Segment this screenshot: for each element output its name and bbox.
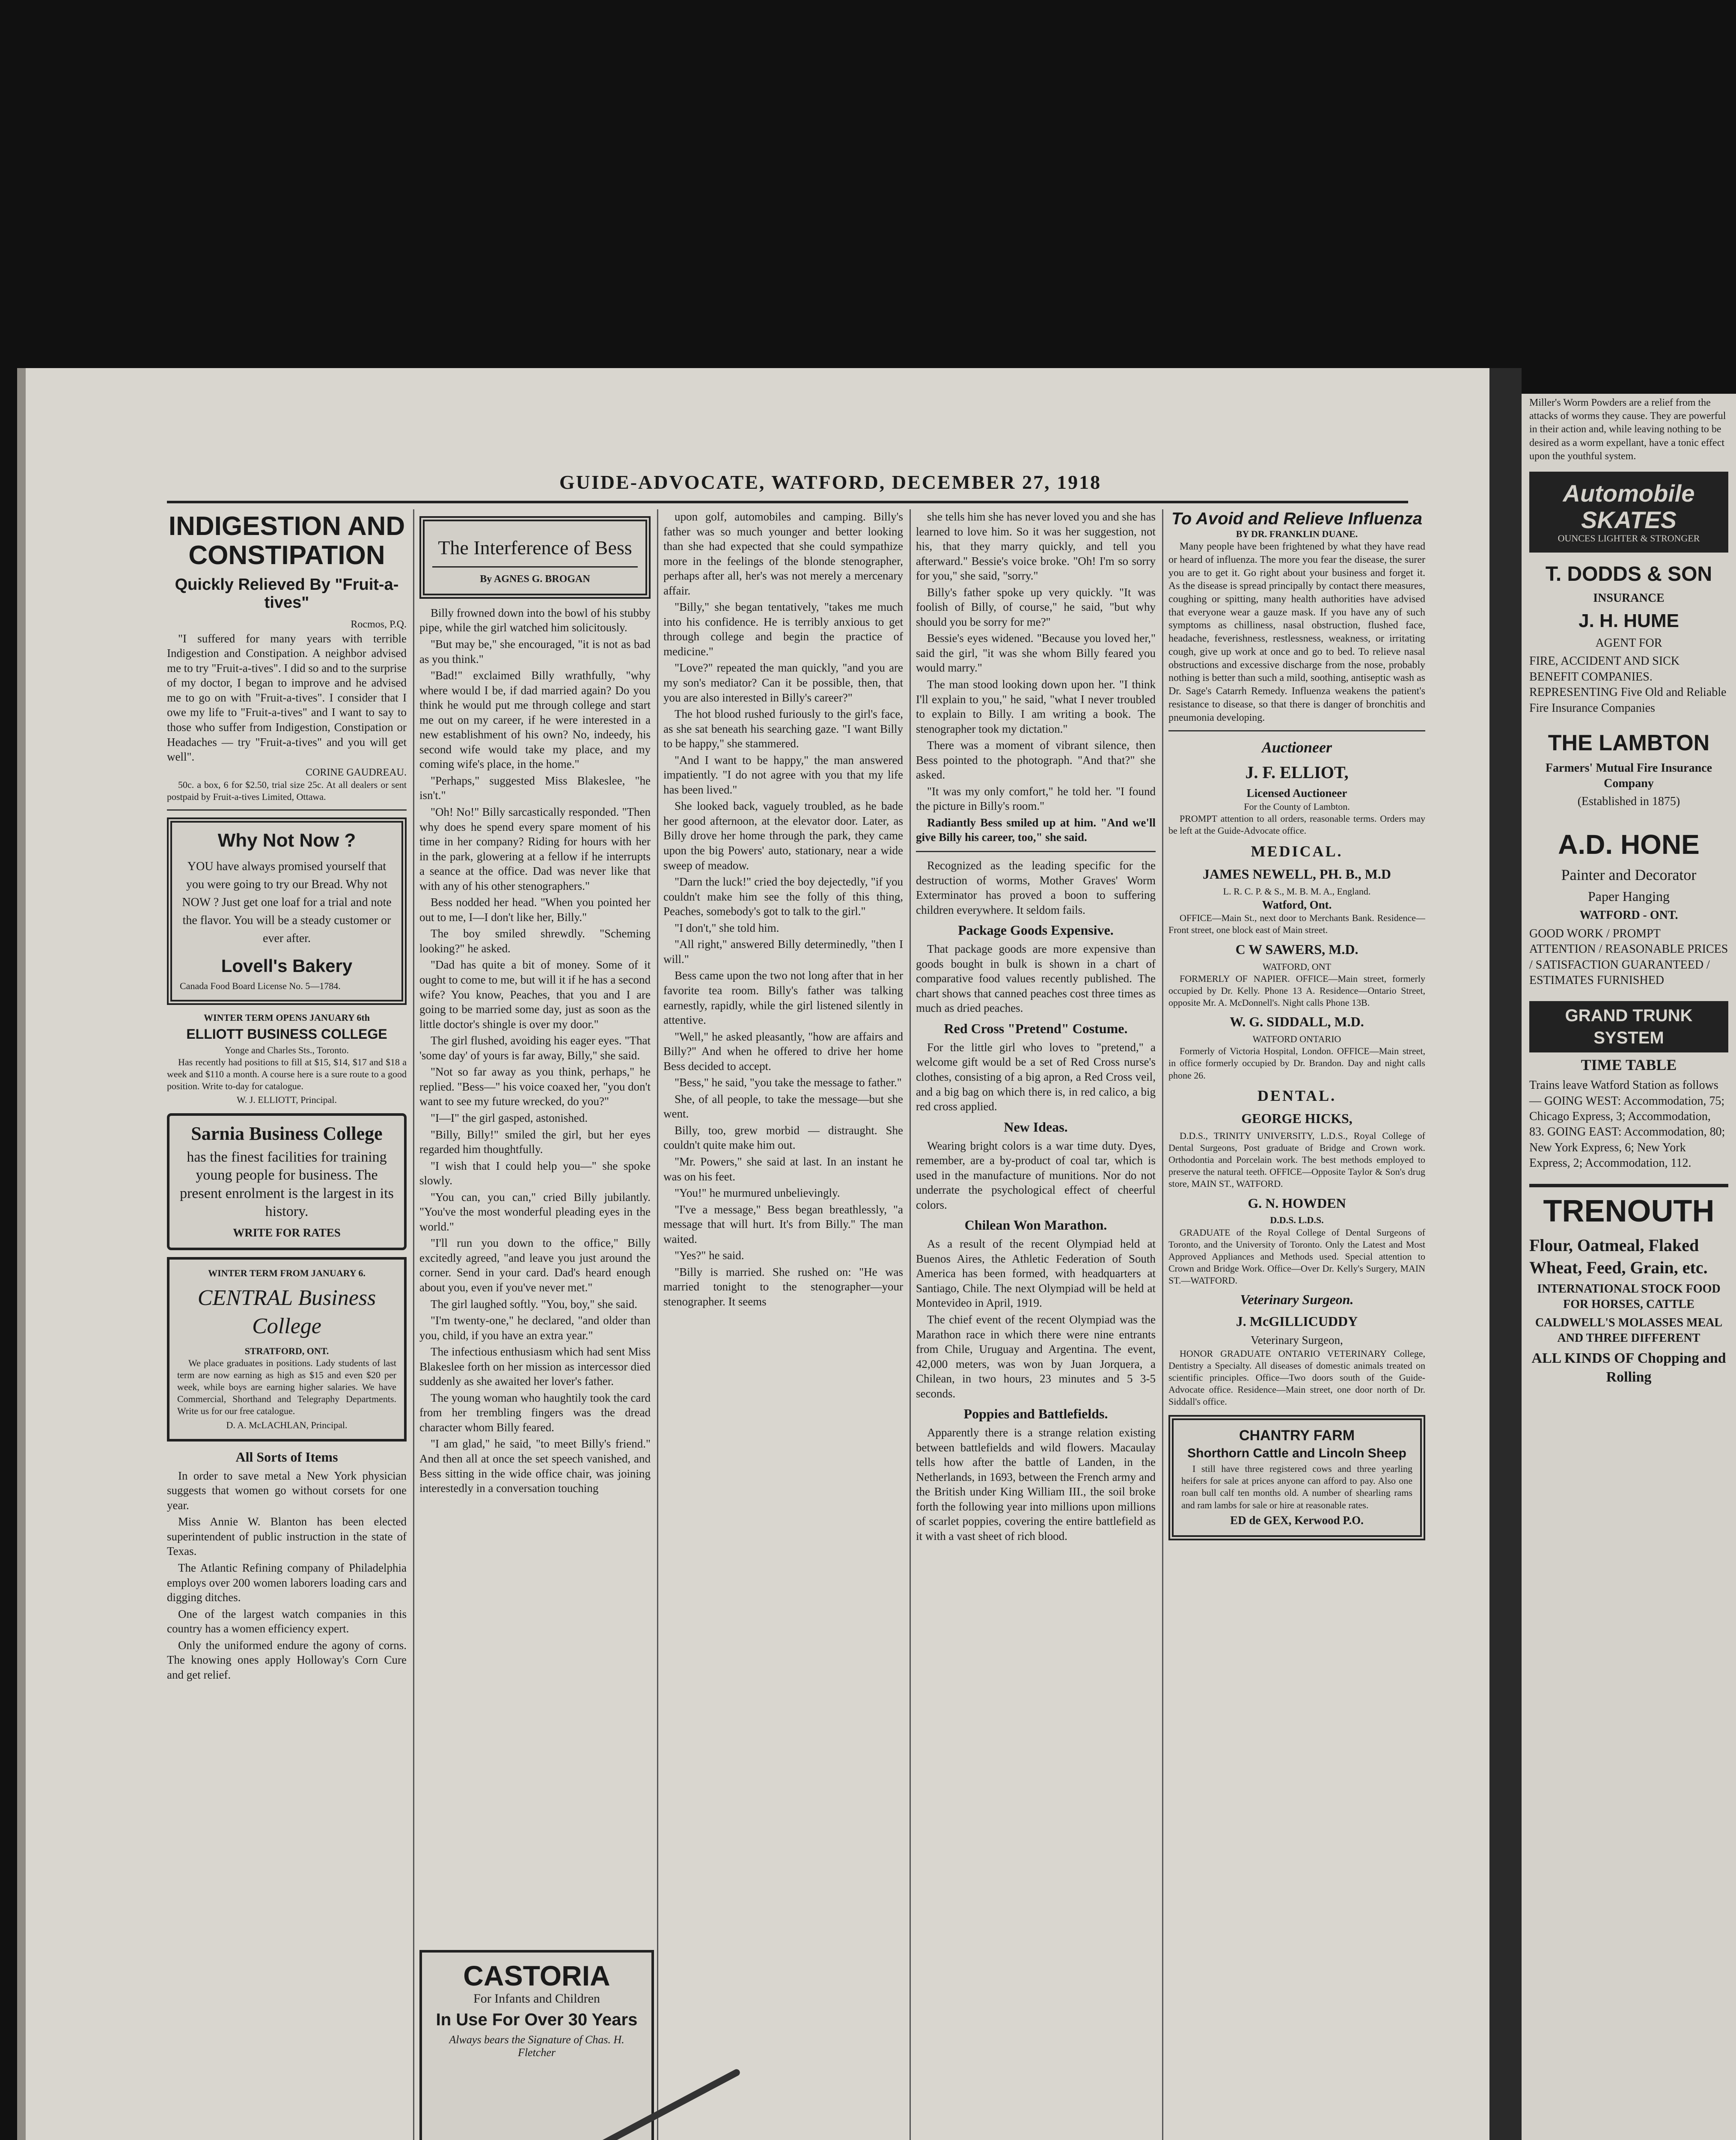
doctor-name: C W SAWERS, M.D. [1235, 941, 1358, 957]
story-paragraph: "All right," answered Billy determinedly, "then I will." [663, 938, 903, 966]
story-paragraph: The girl flushed, avoiding his eager eyes. "That 'some day' of yours is far away, Billy," she said. [419, 1034, 651, 1062]
story-paragraph: upon golf, automobiles and camping. Billy's father was so much younger and better looking than she had expected that she could sympathize more in the feelings of the blonde stenographer, perhaps after all, her's was not merely a mercenary affair. [663, 510, 903, 597]
story-paragraph: The infectious enthusiasm which had sent Miss Blakeslee forth on her mission as intercessor died suddenly as she awaited her lover's father. [419, 1345, 651, 1388]
castoria-ad [419, 1950, 654, 2140]
skates-title: Automobile SKATES [1563, 479, 1695, 533]
hone-list: GOOD WORK / PROMPT ATTENTION / REASONABLE PRICES / SATISFACTION GUARANTEED / ESTIMATES FURNISHED [1529, 927, 1728, 987]
sorts-item: Only the uniformed endure the agony of corns. The knowing ones apply Holloway's Corn Cure and get relief. [167, 1638, 407, 1681]
auctioneer-county: For the County of Lambton. [1244, 801, 1350, 812]
story-paragraph: "You!" he murmured unbelievingly. [675, 1186, 840, 1200]
story-paragraph: she tells him she has never loved you and she has learned to love him. So it was her suggestion, not his, that they marry quickly, and tell you afterward." Bessie's voice broke. "Oh! I'm so sorry for you," she said, "sorry." [916, 510, 1156, 583]
item-paragraph: As a result of the recent Olympiad held at Buenos Aires, the Athletic Federation of South America has been formed, with headquarters at Santiago, Chile. The next Olympiad will be held at Montevideo in April, 1919. [916, 1237, 1156, 1310]
story-title: The Interference of Bess [432, 529, 638, 568]
bakery-ad [167, 817, 407, 1005]
story-paragraph: "Not so far away as you think, perhaps," he replied. "Bess—" his voice coaxed her, "you don't want to see my future wrecked, do you?" [419, 1065, 651, 1108]
farm-subtitle: Shorthorn Cattle and Lincoln Sheep [1187, 1446, 1406, 1461]
sorts-title: All Sorts of Items [235, 1449, 338, 1465]
chantry-farm-ad [1168, 1415, 1425, 1541]
column-2 [419, 509, 651, 2140]
sorts-item: The Atlantic Refining company of Philadelphia employs over 200 women laborers loading cars and digging ditches. [167, 1561, 407, 1604]
divider [167, 809, 407, 811]
elliott-body: Has recently had positions to fill at $15, $14, $17 and $18 a week and $110 a month. A course here is a sure route to a good position. Write to-day for catalogue. [167, 1056, 407, 1092]
story-paragraph: "I don't," she told him. [675, 921, 779, 934]
divider [916, 851, 1156, 852]
castoria-name: CASTORIA [463, 1960, 610, 1991]
vet-body: HONOR GRADUATE ONTARIO VETERINARY College, Dentistry a Specialty. All diseases of domestic animals treated on scientific principles. Office—Two doors south of the Guide-Advocate office. Residence—Main street, one door north of Dr. Siddall's office. [1168, 1348, 1425, 1407]
insurance-heading: INSURANCE [1593, 591, 1665, 605]
doctor-place: Watford, Ont. [1262, 898, 1332, 911]
caldwell-meal: CALDWELL'S MOLASSES MEAL AND THREE DIFFERENT [1535, 1316, 1723, 1345]
farm-body: I still have three registered cows and three yearling heifers for sale at prices anyone can afford to pay. Also one roan bull calf ten months old. A number of shearling rams and ram lambs for sale or hire at reasonable rates. [1181, 1463, 1412, 1510]
dentist-body: GRADUATE of the Royal College of Dental Surgeons of Toronto, and the University of Toronto. Only the Latest and Most Approved Appliances and Methods used. Special attention to Crown and Bridge Work. Office—Over Dr. Kelly's Surgery, MAIN ST.—WATFORD. [1168, 1227, 1425, 1286]
story-paragraph: "I'll run you down to the office," Billy excitedly agreed, "and leave you just around the corner. Send in your card. Dad's heard enough about you, even if you've never met." [419, 1236, 651, 1294]
elliott-name: ELLIOTT BUSINESS COLLEGE [186, 1026, 387, 1042]
elliott-head: WINTER TERM OPENS JANUARY 6th [204, 1012, 370, 1023]
farm-title: CHANTRY FARM [1239, 1427, 1355, 1444]
castoria-line: In Use For Over 30 Years [436, 2010, 638, 2029]
story-paragraph: Bessie's eyes widened. "Because you loved her," said the girl, "it was she whom Billy feared you would marry." [916, 632, 1156, 675]
chopping-line: ALL KINDS OF Chopping and Rolling [1531, 1350, 1726, 1385]
doctor-body: Formerly of Victoria Hospital, London. OFFICE—Main street, in office formerly occupied by Dr. Brandon. Day and night calls phone 26. [1168, 1046, 1425, 1081]
story-paragraph: "Dad has quite a bit of money. Some of it ought to come to me, but will it if he has a second wife? You know, Peaches, that you and I are going to be married some day, just as soon as the little doctor's shingle is over my door." [419, 958, 651, 1031]
story-paragraph: The hot blood rushed furiously to the girl's face, as she sat beneath his searching gaze. "I want Billy to be happy," she stammered. [663, 707, 903, 750]
column-rule [1162, 509, 1163, 2140]
bakery-body: YOU have always promised yourself that you were going to try our Bread. Why not NOW ? Just get one loaf for a trial and note the flavor. You will be a steady customer or ever after. [182, 860, 392, 945]
doctor-body: OFFICE—Main St., next door to Merchants Bank. Residence—Front street, one block east of Main street. [1168, 912, 1425, 936]
sarnia-cta: WRITE FOR RATES [233, 1226, 341, 1239]
doctor-name: JAMES NEWELL, PH. B., M.D [1202, 866, 1391, 882]
story-paragraph: Radiantly Bess smiled up at him. "And we'll give Billy his career, too," she said. [916, 816, 1156, 844]
story-paragraph: "Billy, Billy!" smiled the girl, but her eyes regarded him thoughtfully. [419, 1128, 651, 1156]
story-paragraph: "I've a message," Bess began breathlessly, "a message that will hurt. It's from Billy." The man waited. [663, 1203, 903, 1245]
farm-sign: ED de GEX, Kerwood P.O. [1230, 1513, 1364, 1527]
influenza-byline: BY DR. FRANKLIN DUANE. [1236, 529, 1358, 539]
story-paragraph: "But may be," she encouraged, "it is not as bad as you think." [419, 638, 651, 666]
item-paragraph: Wearing bright colors is a war time duty. Dyes, remember, are a by-product of coal tar, which is used in the manufacture of munitions. Nor do not underrate the psychological effect of cheerful colors. [916, 1139, 1156, 1211]
story-paragraph: Bess came upon the two not long after that in her favorite tea room. Billy's father was talking earnestly, rapidly, while the girl listened silently in attentive. [663, 969, 903, 1027]
story-paragraph: "I'm twenty-one," he declared, "and older than you, child, if you have an extra year." [419, 1314, 651, 1342]
influenza-title: To Avoid and Relieve Influenza [1171, 509, 1422, 528]
story-paragraph: She, of all people, to take the message—but she went. [663, 1092, 903, 1121]
doctor-degree: L. R. C. P. & S., M. B. M. A., England. [1223, 886, 1371, 897]
hone-place: WATFORD - ONT. [1579, 909, 1678, 922]
fruitatives-place: Rocmos, P.Q. [351, 618, 407, 630]
hone-paper: Paper Hanging [1587, 888, 1670, 904]
story-paragraph: The girl laughed softly. "You, boy," she said. [431, 1297, 638, 1311]
column-1 [167, 509, 407, 2140]
newspaper-page [17, 368, 1498, 2140]
story-paragraph: She looked back, vaguely troubled, as he bade her good afternoon, at the elevator door. Later, as Billy drove her home through the park, they came upon the big Powers' auto, stationary, near a wide sweep of meadow. [663, 800, 903, 872]
column-3 [663, 509, 903, 2140]
story-paragraph: There was a moment of vibrant silence, then Bess pointed to the photograph. "And that?" she asked. [916, 739, 1156, 782]
column-rule [657, 509, 658, 2140]
medical-heading: MEDICAL. [1251, 842, 1343, 860]
doctor-place: WATFORD, ONT [1262, 961, 1332, 972]
story-paragraph: "Love?" repeated the man quickly, "and you are my son's mediator? Can it be possible, then, that you are also interested in Billy's career?" [663, 661, 903, 704]
influenza-body: Many people have been frightened by what they have read or heard of influenza. The more you fear the disease, the surer you are to get it. Go right about your business and forget it. As the disease is spread principally by contact there measures, coughing or spitting, many health authorities have advised that everyone wear a gauze mask. If you have any of such symptoms as chilliness, nasal obstruction, flushed face, headache, feverishness, restlessness, weakness, or irritating cough, give up work at once and go to bed. To relieve nasal obstructions and excessive discharge from the nose, probably nothing is better than such a mild, soothing, antiseptic wash as Dr. Sage's Catarrh Remedy. Influenza weakens the patient's resistance to disease, so that there is danger of bronchitis and pneumonia developing. [1168, 541, 1425, 723]
sorts-item: One of the largest watch companies in this country has a women efficiency expert. [167, 1607, 407, 1635]
auctioneer-body: PROMPT attention to all orders, reasonable terms. Orders may be left at the Guide-Advocate office. [1168, 813, 1425, 836]
item-paragraph: The chief event of the recent Olympiad was the Marathon race in which there were nine entrants from Chile, Uruguay and Argentina. The event, 42,000 meters, was won by Juan Jorquera, a Chilean, in two hours, 23 minutes and 5 3-5 seconds. [916, 1313, 1156, 1400]
hume-agent: AGENT FOR [1595, 636, 1662, 650]
bakery-title: Why Not Now ? [217, 829, 356, 851]
item-heading: Red Cross "Pretend" Costume. [944, 1020, 1128, 1036]
international-stock-food: INTERNATIONAL STOCK FOOD FOR HORSES, CATTLE [1537, 1282, 1721, 1311]
item-heading: Package Goods Expensive. [958, 922, 1114, 938]
sarnia-ad [167, 1113, 407, 1251]
dentist-name: GEORGE HICKS, [1241, 1110, 1353, 1126]
item-heading: Chilean Won Marathon. [964, 1217, 1107, 1233]
sorts-item: In order to save metal a New York physician suggests that women go without corsets for one year. [167, 1469, 407, 1512]
story-paragraph: "I am glad," he said, "to meet Billy's friend." And then all at once the set speech vanished, and Bess sitting in the wide office chair, was joining interestedly in a conversation touching [419, 1437, 651, 1495]
story-paragraph: Bess nodded her head. "When you pointed her out to me, I—I don't like her, Billy." [419, 896, 651, 924]
worm-notice: Recognized as the leading specific for the destruction of worms, Mother Graves' Worm Exterminator has proved a boon to suffering children everywhere. It seldom fails. [916, 859, 1156, 916]
column-rule [910, 509, 911, 2140]
vet-title: Veterinary Surgeon, [1251, 1334, 1343, 1347]
lambton-subtitle: Farmers' Mutual Fire Insurance Company [1545, 761, 1712, 791]
central-name: CENTRAL Business College [197, 1285, 376, 1339]
story-paragraph: "Bad!" exclaimed Billy wrathfully, "why where would I be, if dad married again? Do you think he would put me through college and start me out on my career, if he were interested in a new establishment of his own? No, indeedy, his second wife would take my place, and my coming wife's place, in the home." [419, 669, 651, 771]
story-paragraph: The man stood looking down upon her. "I think I'll explain to you," he said, "what I never troubled to explain to Billy. I am writing a book. The stenographer took my dictation." [916, 678, 1156, 735]
vet-heading: Veterinary Surgeon. [1240, 1292, 1354, 1308]
auctioneer-heading: Auctioneer [1261, 739, 1332, 756]
dental-heading: DENTAL. [1257, 1087, 1337, 1104]
adjacent-page [1522, 394, 1736, 2140]
story-paragraph: The boy smiled shrewdly. "Scheming looking?" he asked. [419, 927, 651, 955]
lambton-title: THE LAMBTON [1548, 731, 1710, 756]
skates-ad [1529, 472, 1728, 553]
column-4 [916, 509, 1156, 2140]
item-heading: New Ideas. [1004, 1119, 1068, 1135]
story-paragraph: "Well," he asked pleasantly, "how are affairs and Billy?" And when he offered to drive her home Bess decided to accept. [663, 1030, 903, 1073]
castoria-sign: Always bears the Signature of Chas. H. Fletcher [449, 2033, 624, 2059]
doctor-body: FORMERLY OF NAPIER. OFFICE—Main street, formerly occupied by Dr. Kelly. Phone 13 A. Residence—Ontario Street, opposite Mr. A. McDonnell's. Night calls Phone 13B. [1168, 973, 1425, 1008]
auctioneer-name: J. F. ELLIOT, [1245, 763, 1349, 782]
lambton-est: (Established in 1875) [1577, 795, 1680, 808]
story-paragraph: "Yes?" he said. [675, 1249, 744, 1262]
story-paragraph: Billy frowned down into the bowl of his stubby pipe, while the girl watched him solicitously. [419, 606, 651, 634]
time-table-body: Trains leave Watford Station as follows — GOING WEST: Accommodation, 75; Chicago Express, 3; Accommodation, 83. GOING EAST: Accommodation, 80; New York Express, 6; New York Express, 2; Accommodation, 112. [1529, 1079, 1725, 1170]
sorts-item: Miss Annie W. Blanton has been elected superintendent of public instruction in the state of Texas. [167, 1515, 407, 1558]
worm-powder-ad: Miller's Worm Powders are a relief from the attacks of worms they cause. They are powerful in their action and, while leaving nothing to be desired as a worm expellant, have a tonic effect upon the youthful system. [1529, 397, 1726, 462]
central-head: WINTER TERM FROM JANUARY 6. [208, 1268, 366, 1279]
elliott-sign: W. J. ELLIOTT, Principal. [236, 1094, 337, 1106]
story-paragraph: "Mr. Powers," she said at last. In an instant he was on his feet. [663, 1155, 903, 1183]
story-paragraph: "You can, you can," cried Billy jubilantly. "You've the most wonderful pleading eyes in the world." [419, 1190, 651, 1233]
column-rule [413, 509, 414, 2140]
story-paragraph: "Billy is married. She rushed on: "He was married tonight to the stenographer—your stenographer. It seems [663, 1265, 903, 1308]
story-paragraph: "It was my only comfort," he told her. "I found the picture in Billy's room." [916, 785, 1156, 813]
dentist-body: D.D.S., TRINITY UNIVERSITY, L.D.S., Royal College of Dental Surgeons, Post graduate of Bridge and Crown work. Orthodontia and Porcelain work. The best methods employed to preserve the natural teeth. OFFICE—Opposite Taylor & Son's drug store, MAIN ST., WATFORD. [1168, 1130, 1425, 1189]
bakery-license: Canada Food Board License No. 5—1784. [180, 981, 341, 992]
item-paragraph: Apparently there is a strange relation existing between battlefields and wild flowers. Macaulay tells how after the battle of Landen, in the Netherlands, in 1693, between the French army and the British under King William III., the soil broke forth the following year into millions upon millions of scarlet poppies, covering the entire battlefield as it with a vast sheet of rich blood. [916, 1426, 1156, 1543]
skates-subtitle: OUNCES LIGHTER & STRONGER [1558, 533, 1700, 544]
story-paragraph: "Bess," he said, "you take the message to father." [675, 1076, 902, 1089]
dentist-degree: D.D.S. L.D.S. [1270, 1215, 1324, 1226]
castoria-sub: For Infants and Children [473, 1991, 600, 2006]
story-paragraph: "Darn the luck!" cried the boy dejectedly, "if you couldn't make him see the folly of this thing, Peaches, somebody's got to talk to the girl." [663, 875, 903, 918]
story-paragraph: "Billy," she began tentatively, "takes me much into his confidence. He is terribly anxious to get through college and begin the practice of medicine." [663, 600, 903, 658]
item-paragraph: For the little girl who loves to "pretend," a welcome gift would be a set of Red Cross nurse's clothes, consisting of a big apron, a Red Cross veil, and a big bag on which there is, in red calico, a big red cross applied. [916, 1040, 1156, 1113]
dodds-title: T. DODDS & SON [1545, 563, 1712, 586]
elliott-addr: Yonge and Charles Sts., Toronto. [225, 1044, 349, 1055]
story-paragraph: "Oh! No!" Billy sarcastically responded. "Then why does he spend every spare moment of his time in her company? Riding for hours with her in the park, glowering at a fellow if he interrupts a seance at the office. Dad was never like that with any of his other stenographers." [419, 805, 651, 892]
hume-body: FIRE, ACCIDENT AND SICK BENEFIT COMPANIES. REPRESENTING Five Old and Reliable Fire Insurance Companies [1529, 654, 1727, 715]
story-paragraph: "I—I" the girl gasped, astonished. [431, 1111, 588, 1124]
central-ad [167, 1257, 407, 1441]
dentist-name: G. N. HOWDEN [1248, 1195, 1346, 1211]
central-body: We place graduates in positions. Lady students of last term are now earning as high as $15 and even $20 per week, while boys are earning higher salaries. We have Commercial, Shorthand and Telegraphy Departments. Write us for our free catalogue. [177, 1357, 396, 1417]
fruitatives-body: "I suffered for many years with terrible Indigestion and Constipation. A neighbor advised me to try "Fruit-a-tives". I did so and to the surprise of my doctor, I began to improve and he advised me to go on with "Fruit-a-tives". I consider that I owe my life to "Fruit-a-tives" and I want to say to those who suffer from Indigestion, Constipation or Headaches — try "Fruit-a-tives" and you will get well". [167, 632, 407, 764]
elliott-ad [167, 1012, 407, 1106]
story-paragraph: "Perhaps," suggested Miss Blakeslee, "he isn't." [419, 774, 651, 802]
fruitatives-subtitle: Quickly Relieved By "Fruit-a-tives" [175, 576, 399, 612]
trenouth-body: Flour, Oatmeal, Flaked Wheat, Feed, Grain, etc. [1529, 1236, 1708, 1278]
trenouth-title: TRENOUTH [1529, 1184, 1728, 1232]
fruitatives-title: INDIGESTION AND CONSTIPATION [168, 511, 405, 571]
sarnia-body: has the finest facilities for training young people for business. The present enrolment is the largest in its history. [180, 1149, 394, 1220]
grand-trunk-banner: GRAND TRUNK SYSTEM [1529, 1001, 1728, 1052]
sarnia-title: Sarnia Business College [191, 1123, 383, 1144]
fruitatives-price: 50c. a box, 6 for $2.50, trial size 25c. At all dealers or sent postpaid by Fruit-a-tives Limited, Ottawa. [167, 779, 407, 802]
doctor-place: WATFORD ONTARIO [1252, 1034, 1341, 1045]
column-5 [1168, 509, 1425, 2140]
fruitatives-sign: CORINE GAUDREAU. [306, 767, 407, 778]
divider [1168, 730, 1425, 731]
bakery-name: Lovell's Bakery [221, 956, 353, 976]
story-paragraph: "And I want to be happy," the man answered impatiently. "I do not agree with you that my life has been lived." [663, 753, 903, 796]
hone-title: A.D. HONE [1558, 829, 1700, 860]
story-paragraph: "I wish that I could help you—" she spoke slowly. [419, 1159, 651, 1187]
item-paragraph: That package goods are more expensive than goods bought in bulk is shown in a chart of comparative food values recently published. The chart shows that canned peaches cost three times as much as dried peaches. [916, 942, 1156, 1015]
masthead: GUIDE-ADVOCATE, WATFORD, DECEMBER 27, 1918 [559, 471, 1102, 493]
story-paragraph: Billy's father spoke up very quickly. "It was foolish of Billy, of course," he said, "but why should you be sorry for me?" [916, 586, 1156, 628]
masthead-rule [167, 501, 1408, 503]
story-paragraph: The young woman who haughtily took the card from her trembling fingers was the dread character whom Billy feared. [419, 1391, 651, 1434]
central-sign: D. A. McLACHLAN, Principal. [226, 1419, 348, 1430]
hume-name: J. H. HUME [1578, 610, 1679, 631]
central-place: STRATFORD, ONT. [244, 1345, 329, 1356]
time-table-heading: TIME TABLE [1581, 1056, 1677, 1074]
hone-subtitle: Painter and Decorator [1561, 866, 1697, 883]
doctor-name: W. G. SIDDALL, M.D. [1230, 1014, 1364, 1030]
story-paragraph: Billy, too, grew morbid — distraught. She couldn't quite make him out. [663, 1124, 903, 1152]
vet-name: J. McGILLICUDDY [1236, 1314, 1358, 1329]
auctioneer-title: Licensed Auctioneer [1246, 787, 1347, 800]
item-heading: Poppies and Battlefields. [963, 1406, 1108, 1422]
story-byline: By AGNES G. BROGAN [480, 574, 590, 585]
story-title-box [419, 516, 651, 599]
book-gutter [1489, 368, 1522, 2140]
